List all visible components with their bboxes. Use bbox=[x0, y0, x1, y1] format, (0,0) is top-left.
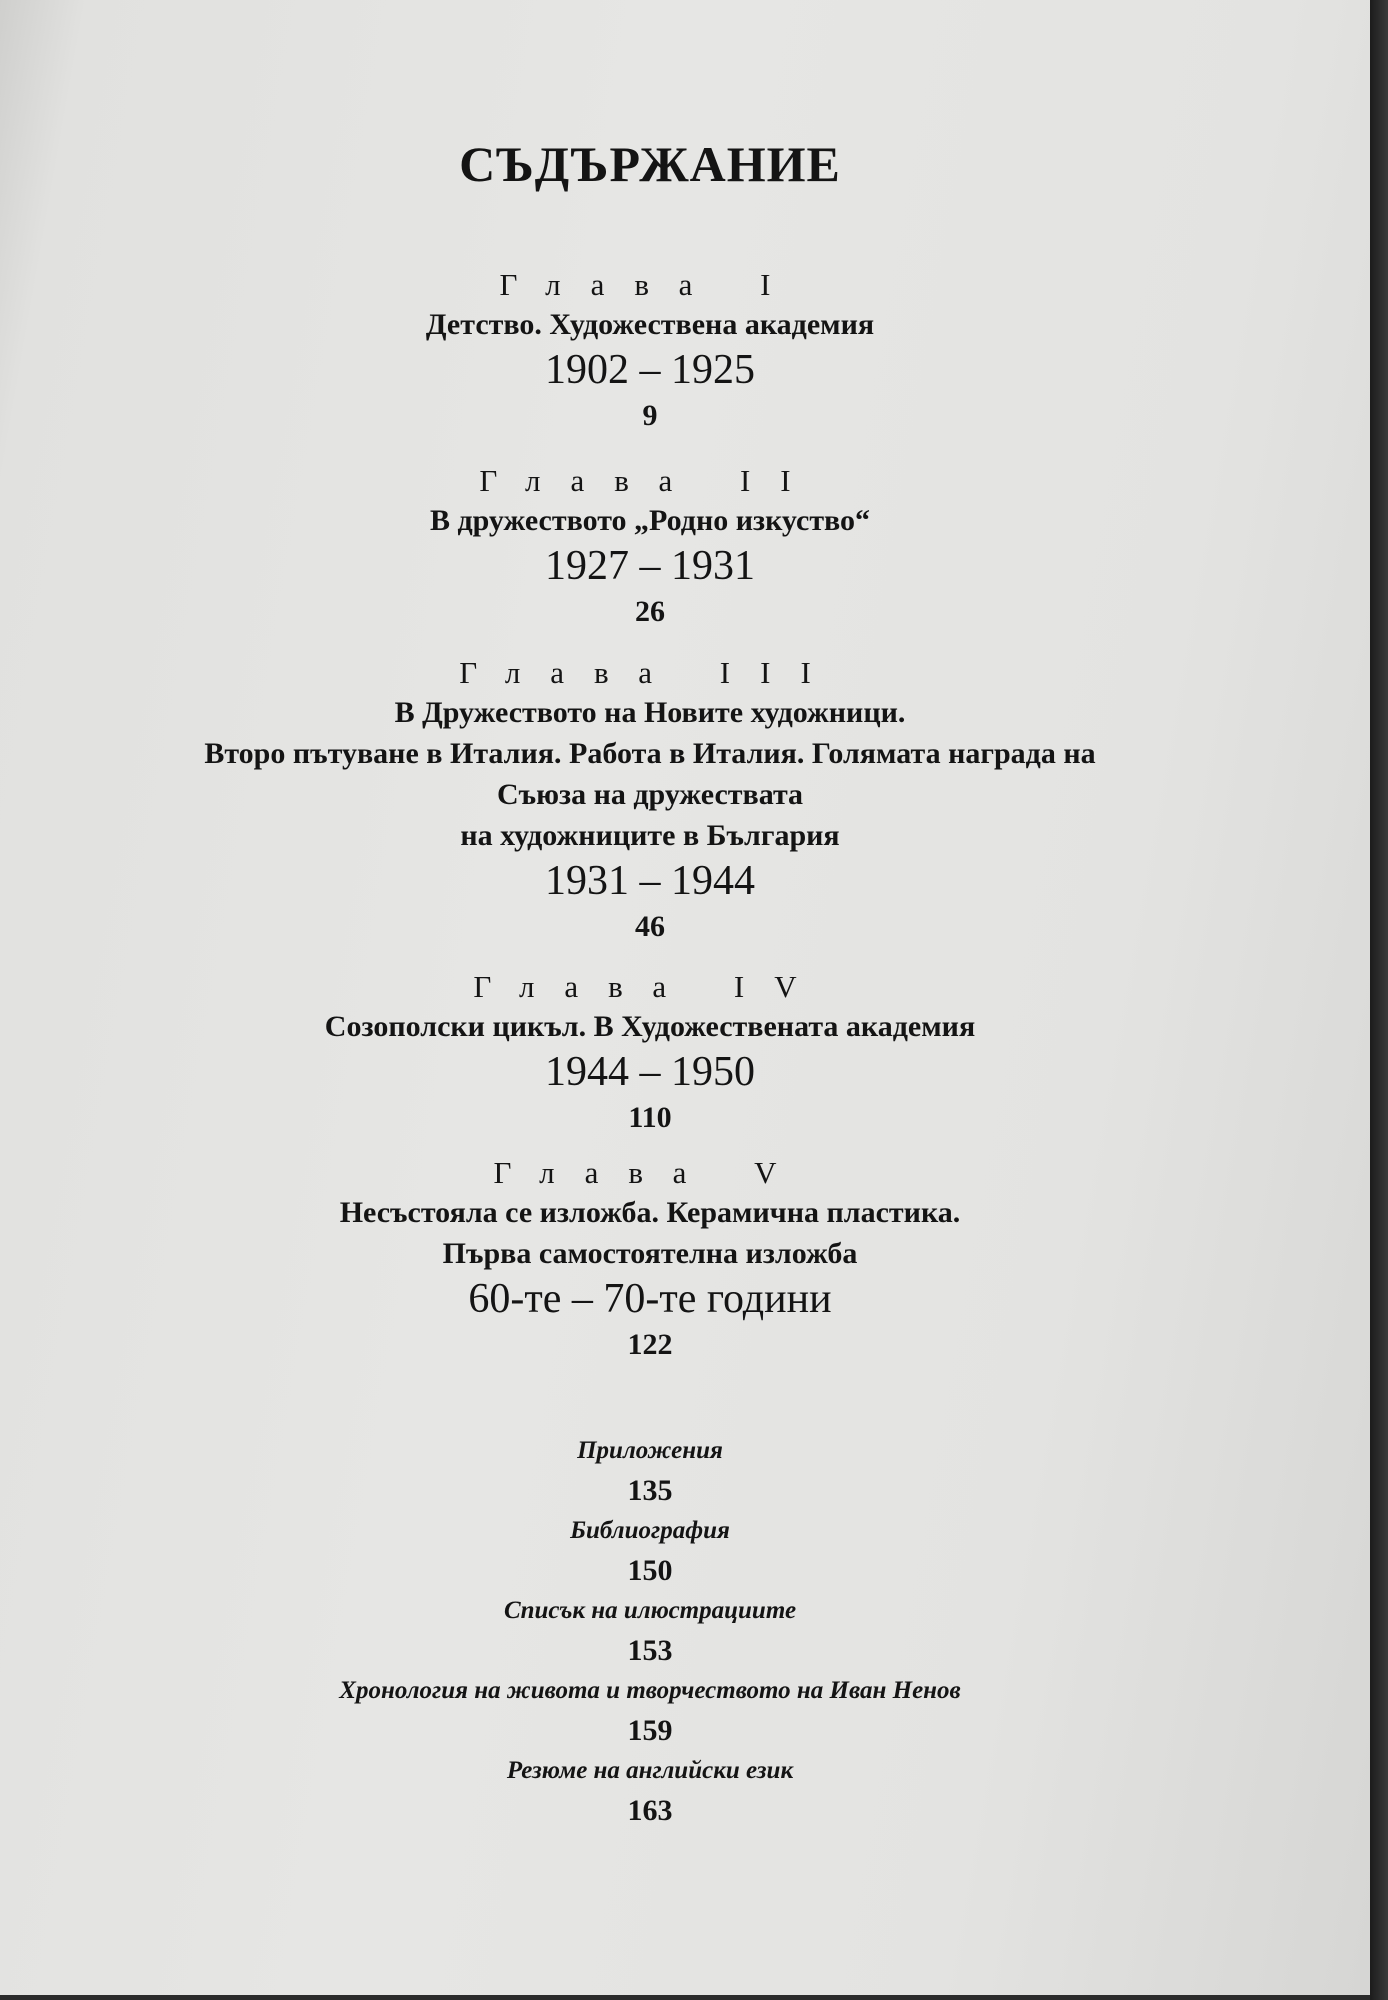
chapter-years: 1902 – 1925 bbox=[545, 347, 755, 393]
chapter-4 bbox=[60, 968, 1240, 1139]
appendix-label: Хронология на живота и творчеството на Иван Ненов bbox=[339, 1677, 961, 1704]
chapter-years: 60-те – 70-те години bbox=[468, 1276, 832, 1322]
chapter-title-line: В Дружеството на Новите художници. bbox=[394, 696, 906, 729]
chapter-years: 1927 – 1931 bbox=[545, 543, 755, 589]
chapter-title-line: на художниците в България bbox=[460, 819, 840, 852]
chapter-label: Глава I bbox=[499, 267, 801, 302]
chapter-label: Глава II bbox=[479, 463, 821, 498]
appendix-page-number: 153 bbox=[627, 1634, 673, 1667]
chapter-page-number: 110 bbox=[628, 1101, 672, 1134]
chapter-label: Глава III bbox=[459, 655, 841, 690]
appendix-label: Списък на илюстрациите bbox=[503, 1597, 797, 1624]
chapter-2 bbox=[60, 462, 1240, 633]
chapter-title-line: Съюза на дружествата bbox=[496, 778, 804, 811]
appendix-page-number: 135 bbox=[627, 1474, 673, 1507]
chapter-label: Глава V bbox=[493, 1155, 807, 1190]
chapter-years: 1931 – 1944 bbox=[545, 858, 755, 904]
chapter-years: 1944 – 1950 bbox=[545, 1049, 755, 1095]
appendix-page-number: 159 bbox=[627, 1714, 673, 1747]
chapter-1 bbox=[60, 266, 1240, 437]
book-edge bbox=[1370, 0, 1388, 2000]
chapter-3 bbox=[60, 654, 1240, 948]
appendix-label: Библиография bbox=[570, 1517, 730, 1544]
chapter-page-number: 26 bbox=[635, 595, 665, 628]
chapter-label: Глава IV bbox=[473, 969, 827, 1004]
chapter-page-number: 122 bbox=[627, 1328, 673, 1361]
chapter-title-line: В дружеството „Родно изкуство“ bbox=[429, 504, 871, 537]
chapter-page-number: 9 bbox=[642, 399, 658, 432]
chapter-title-line: Първа самостоятелна изложба bbox=[442, 1237, 858, 1270]
chapter-title-line: Второ пътуване в Италия. Работа в Италия. Голямата награда на bbox=[204, 737, 1096, 770]
page-title: СЪДЪРЖАНИЕ bbox=[459, 136, 841, 192]
appendix-label: Приложения bbox=[577, 1437, 723, 1464]
appendix-label: Резюме на английски език bbox=[506, 1757, 794, 1784]
chapter-title-line: Детство. Художествена академия bbox=[425, 308, 875, 341]
chapter-5 bbox=[60, 1154, 1240, 1366]
chapter-title-line: Созополски цикъл. В Художествената академия bbox=[324, 1010, 976, 1043]
appendix-page-number: 163 bbox=[627, 1794, 673, 1827]
chapter-title-line: Несъстояла се изложба. Керамична пластика. bbox=[339, 1196, 961, 1229]
chapter-page-number: 46 bbox=[635, 910, 665, 943]
appendix-page-number: 150 bbox=[627, 1554, 673, 1587]
appendices bbox=[60, 1433, 1240, 1833]
